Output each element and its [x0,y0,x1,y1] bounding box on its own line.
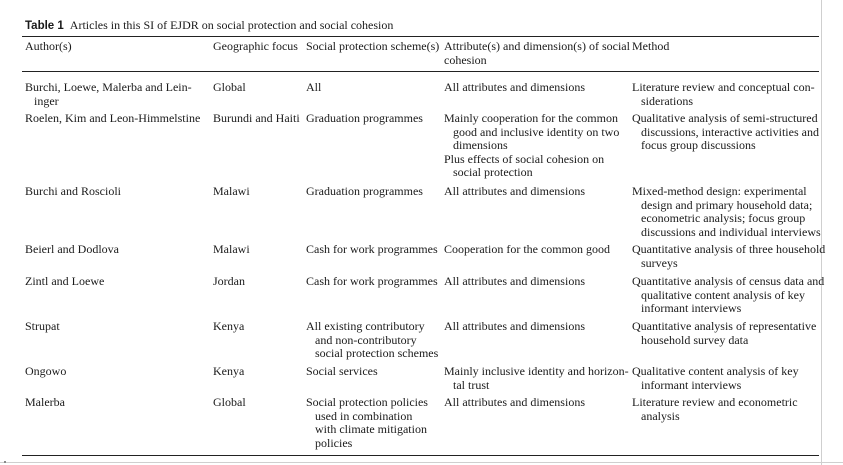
cell-line: household survey data [641,332,749,347]
cell-line: good and inclusive identity on two [453,124,620,139]
cell-method [632,275,824,316]
cell-line: Kenya [213,319,245,333]
cell-line: All attributes and dimensions [444,395,585,409]
cell-line: Global [213,395,246,409]
cell-author [25,275,104,289]
cell-line: Qualitative analysis of semi-structured [632,111,818,125]
cell-line: with climate mitigation [315,422,427,436]
cell-line: Malawi [213,242,250,256]
cell-line: Burchi, Loewe, Malerba and Lein- [25,80,192,94]
scan-mark [4,461,6,463]
cell-line: dimensions [453,138,508,152]
cell-line: Zintl and Loewe [25,274,105,288]
cell-author [25,185,121,199]
page-frame-bottom [0,462,843,463]
cell-line: Cash for work programmes [306,274,438,288]
cell-line: qualitative content analysis of key [641,287,805,302]
cell-line: All attributes and dimensions [444,184,585,198]
cell-line: policies [315,435,353,450]
cell-line: analysis [641,408,680,423]
cell-attr [444,396,585,410]
table-title: Articles in this SI of EJDR on social protection and social cohesion [69,18,394,32]
cell-line: Malerba [25,395,65,409]
cell-line: tal trust [453,377,490,392]
cell-line: Malawi [213,184,250,198]
cell-scheme [306,243,438,257]
cell-line: siderations [641,93,693,108]
cell-line: Plus effects of social cohesion on [444,151,605,166]
cell-method [632,112,819,153]
cell-line: econometric analysis; focus group [641,211,806,225]
header-rule [22,71,819,72]
cell-line: All attributes and dimensions [444,274,585,288]
cell-line: Quantitative analysis of census data and [632,274,825,288]
cell-geo [213,320,244,334]
header-attributes [444,40,630,67]
cell-line: Jordan [213,274,245,288]
cell-attr [444,112,619,180]
table-label: Table 1 [25,20,64,32]
cell-author [25,365,66,379]
cell-line: Burchi and Roscioli [25,184,121,198]
cell-line: Graduation programmes [306,111,423,125]
cell-scheme [306,81,321,95]
cell-scheme [306,112,423,126]
cell-author [25,112,200,126]
cell-geo [213,185,250,199]
cell-line: Ongowo [25,364,67,378]
cell-geo [213,396,246,410]
cell-line: Mainly cooperation for the common [444,111,618,125]
cell-attr [444,275,585,289]
cell-line: and non-contributory [315,332,417,347]
cell-line: Beierl and Dodlova [25,242,119,256]
cell-line: social protection [453,165,533,179]
header-scheme: Social protection scheme(s) [306,39,440,53]
cell-line: Qualitative content analysis of key [632,364,799,378]
cell-geo [213,243,250,257]
cell-line: Social protection policies [306,395,428,409]
cell-line: Burundi and Haiti [213,111,300,125]
cell-line: informant interviews [641,377,742,392]
cell-line: Social services [306,364,378,378]
cell-line: inger [34,93,59,108]
cell-line: Mainly inclusive identity and horizon- [444,364,629,378]
cell-line: All attributes and dimensions [444,80,585,94]
cell-scheme [306,185,423,199]
cell-line: Cooperation for the common good [444,242,610,256]
page-frame-right [821,0,822,465]
cell-scheme [306,396,428,450]
cell-line: Global [213,80,246,94]
cell-method [632,320,816,347]
bottom-rule [22,455,819,456]
cell-geo [213,365,244,379]
cell-line: informant interviews [641,301,742,315]
cell-line: Quantitative analysis of three household [632,242,826,256]
cell-line: All existing contributory [306,319,425,333]
top-rule [22,36,819,37]
cell-attr [444,365,629,392]
cell-line: design and primary household data; [641,197,813,212]
cell-line: surveys [641,255,678,270]
cell-method [632,81,815,108]
cell-method [632,185,821,239]
cell-author [25,320,60,334]
cell-attr [444,81,585,95]
cell-line: social protection schemes [315,346,439,360]
header-attributes-line-1: Attribute(s) and dimension(s) of social [444,39,630,53]
cell-geo [213,112,300,126]
cell-line: Quantitative analysis of representative [632,319,817,333]
cell-attr [444,243,610,257]
cell-geo [213,275,245,289]
cell-line: Literature review and conceptual con- [632,80,815,94]
cell-scheme [306,365,378,379]
header-attributes-line-2: cohesion [444,52,487,67]
cell-line: discussions and individual interviews [641,224,821,239]
cell-attr [444,185,585,199]
cell-line: Graduation programmes [306,184,423,198]
cell-author [25,396,65,410]
cell-scheme [306,320,438,361]
cell-line: Kenya [213,364,245,378]
cell-line: All [306,80,322,94]
table-caption [25,18,393,33]
cell-line: Strupat [25,319,60,333]
cell-method [632,396,798,423]
cell-line: All attributes and dimensions [444,319,585,333]
cell-method [632,365,799,392]
header-method: Method [632,39,670,53]
cell-line: focus group discussions [641,138,756,152]
cell-author [25,243,119,257]
cell-author [25,81,192,108]
cell-method [632,243,825,270]
cell-line: used in combination [315,408,413,423]
cell-attr [444,320,585,334]
cell-line: discussions, interactive activities and [641,124,819,139]
cell-line: Mixed-method design: experimental [632,184,807,198]
header-geographic-focus: Geographic focus [213,39,298,53]
cell-scheme [306,275,438,289]
cell-line: Cash for work programmes [306,242,438,256]
cell-line: Literature review and econometric [632,395,798,409]
cell-geo [213,81,246,95]
header-author: Author(s) [25,39,72,53]
cell-line: Roelen, Kim and Leon-Himmelstine [25,111,201,125]
